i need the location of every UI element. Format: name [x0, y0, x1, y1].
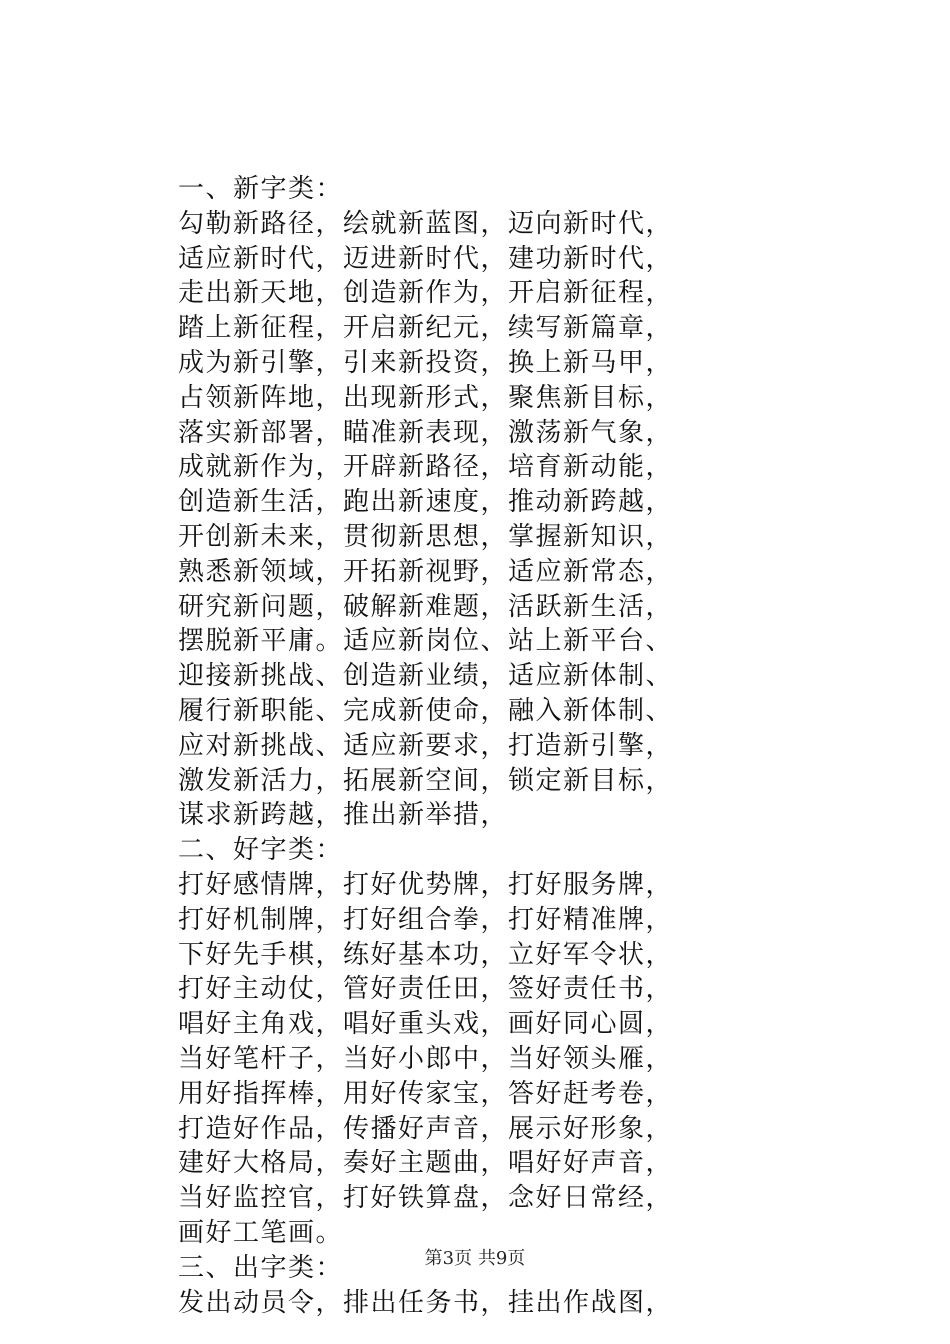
- text-line: 唱好主角戏，唱好重头戏，画好同心圆，: [178, 1009, 674, 1040]
- text-line: 创造新生活，跑出新速度，推动新跨越，: [178, 487, 674, 518]
- text-line: 踏上新征程，开启新纪元，续写新篇章，: [178, 313, 674, 344]
- text-line: 谋求新跨越，推出新举措，: [178, 800, 509, 831]
- text-line: 打好主动仗，管好责任田，签好责任书，: [178, 974, 674, 1005]
- text-line: 成就新作为，开辟新路径，培育新动能，: [178, 452, 674, 483]
- text-line: 打好感情牌，打好优势牌，打好服务牌，: [178, 869, 674, 900]
- text-line: 摆脱新平庸。适应新岗位、站上新平台、: [178, 626, 674, 657]
- text-line: 开创新未来，贯彻新思想，掌握新知识，: [178, 521, 674, 552]
- text-line: 熟悉新领域，开拓新视野，适应新常态，: [178, 556, 674, 587]
- text-line: 适应新时代，迈进新时代，建功新时代，: [178, 243, 674, 274]
- text-line: 当好笔杆子，当好小郎中，当好领头雁，: [178, 1043, 674, 1074]
- document-body: [178, 172, 818, 1320]
- text-line: 落实新部署，瞄准新表现，激荡新气象，: [178, 417, 674, 448]
- text-line: 迎接新挑战、创造新业绩，适应新体制、: [178, 661, 674, 692]
- text-line: 履行新职能、完成新使命，融入新体制、: [178, 695, 674, 726]
- text-line: 研究新问题，破解新难题，活跃新生活，: [178, 591, 674, 622]
- text-line: 用好指挥棒，用好传家宝，答好赶考卷，: [178, 1078, 674, 1109]
- text-line: 建好大格局，奏好主题曲，唱好好声音，: [178, 1148, 674, 1179]
- text-line: 打造好作品，传播好声音，展示好形象，: [178, 1113, 674, 1144]
- text-line: 应对新挑战、适应新要求，打造新引擎，: [178, 730, 674, 761]
- section-heading: 三、出字类：: [178, 1252, 344, 1283]
- text-line: 走出新天地，创造新作为，开启新征程，: [178, 278, 674, 309]
- text-line: 下好先手棋，练好基本功，立好军令状，: [178, 939, 674, 970]
- section-heading: 一、新字类：: [178, 174, 344, 204]
- text-line: 占领新阵地，出现新形式，聚焦新目标，: [178, 382, 674, 413]
- page-footer: 第3页 共9页: [424, 1248, 526, 1269]
- text-line: 打好机制牌，打好组合拳，打好精准牌，: [178, 904, 674, 935]
- text-line: 画好工笔画。: [178, 1217, 344, 1248]
- section-heading: 二、好字类：: [178, 835, 344, 866]
- text-line: 激发新活力，拓展新空间，锁定新目标，: [178, 765, 674, 796]
- text-line: 成为新引擎，引来新投资，换上新马甲，: [178, 347, 674, 378]
- text-line: 勾勒新路径，绘就新蓝图，迈向新时代，: [178, 208, 674, 239]
- text-line: 当好监控官，打好铁算盘，念好日常经，: [178, 1183, 674, 1214]
- text-line: 发出动员令，排出任务书，挂出作战图，: [178, 1287, 674, 1318]
